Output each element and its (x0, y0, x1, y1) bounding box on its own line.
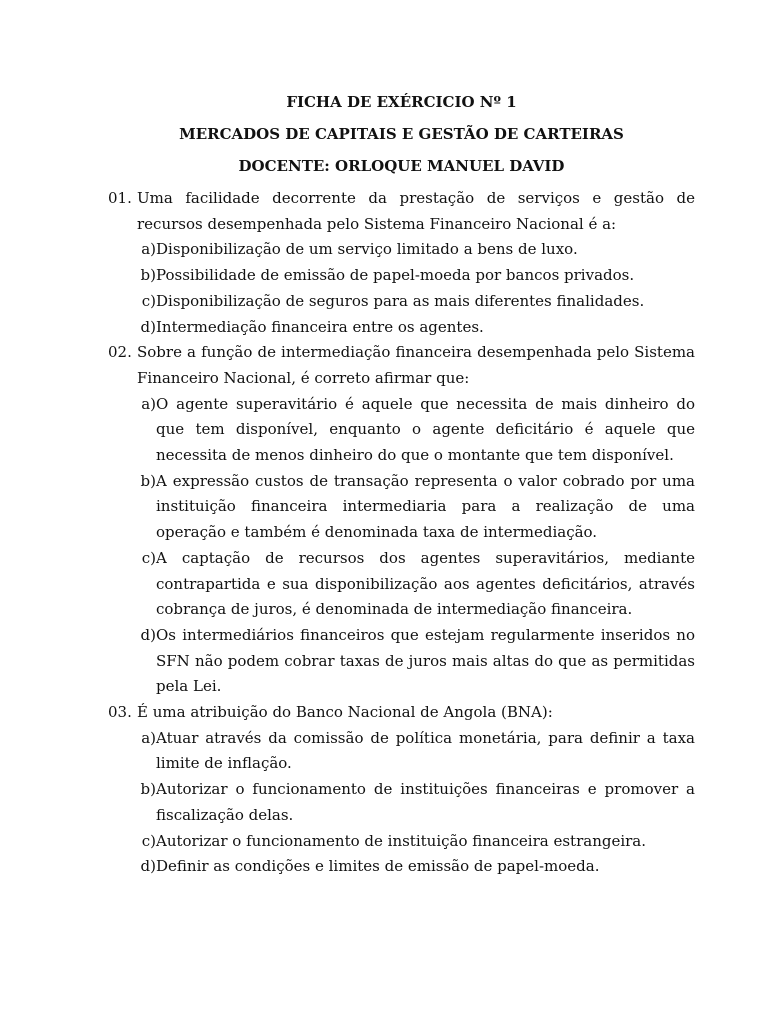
answer-option (108, 315, 695, 341)
option-text: Disponibilização de seguros para as mais diferentes finalidades. (156, 291, 645, 310)
answer-option (108, 726, 695, 777)
option-letter: a) (141, 240, 156, 259)
option-letter: c) (141, 548, 156, 567)
question-stem (108, 186, 695, 237)
option-text: Atuar através da comissão de política monetária, para definir a taxa limite de inflação. (156, 728, 695, 773)
option-text: Autorizar o funcionamento de instituições financeiras e promover a fiscalização delas. (156, 780, 695, 824)
question-02 (108, 340, 695, 700)
question-number: 01. (108, 189, 132, 207)
answer-option (108, 392, 695, 469)
option-letter: b) (140, 471, 156, 490)
course-title: MERCADOS DE CAPITAIS E GESTÃO DE CARTEIRAS (179, 125, 624, 143)
option-letter: a) (141, 728, 156, 747)
answer-option (108, 777, 695, 828)
option-text: Definir as condições e limites de emissão de papel-moeda. (156, 857, 600, 876)
option-text: Autorizar o funcionamento de instituição financeira estrangeira. (156, 831, 647, 850)
option-letter: c) (141, 291, 156, 310)
option-letter: c) (141, 831, 156, 850)
answer-option (108, 263, 695, 289)
question-stem (108, 700, 695, 726)
question-number: 02. (108, 343, 132, 362)
question-text: É uma atribuição do Banco Nacional de Angola (BNA): (137, 703, 553, 722)
worksheet-title: FICHA DE EXÉRCICIO Nº 1 (286, 93, 517, 111)
question-text: Sobre a função de intermediação financeira desempenhada pelo Sistema Financeiro Nacional, é correto afirmar que: (137, 343, 695, 387)
question-03 (108, 700, 695, 880)
option-letter: d) (140, 625, 156, 644)
option-text: Possibilidade de emissão de papel-moeda por bancos privados. (156, 266, 635, 285)
answer-option (108, 546, 695, 623)
answer-options (108, 726, 695, 880)
answer-option (108, 623, 695, 700)
option-text: O agente superavitário é aquele que necessita de mais dinheiro do que tem disponível, enquanto o agente deficitário é aquele que necessita de menos dinheiro do que o montante que tem disponível. (156, 394, 695, 465)
answer-options (108, 237, 695, 340)
answer-option (108, 854, 695, 880)
option-text: Os intermediários financeiros que estejam regularmente inseridos no SFN não podem cobrar taxas de juros mais altas do que as permitidas pela Lei. (156, 625, 695, 696)
question-stem (108, 340, 695, 391)
answer-option (108, 469, 695, 546)
question-01 (108, 186, 695, 340)
question-text: Uma facilidade decorrente da prestação de serviços e gestão de recursos desempenhada pelo Sistema Financeiro Nacional é a: (137, 189, 695, 233)
question-number: 03. (108, 703, 132, 722)
answer-option (108, 237, 695, 263)
option-letter: d) (140, 857, 156, 876)
option-text: A captação de recursos dos agentes superavitários, mediante contrapartida e sua disponibilização aos agentes deficitários, através cobrança de juros, é denominada de intermediação financeira. (156, 548, 695, 619)
answer-option (108, 829, 695, 855)
option-text: A expressão custos de transação representa o valor cobrado por uma instituição financeira intermediaria para a realização de uma operação e também é denominada taxa de intermediação. (156, 471, 695, 542)
option-text: Disponibilização de um serviço limitado a bens de luxo. (156, 240, 578, 259)
option-letter: a) (141, 394, 156, 413)
option-text: Intermediação financeira entre os agentes. (156, 317, 484, 336)
option-letter: d) (140, 317, 156, 336)
option-letter: b) (140, 266, 156, 285)
teacher-name: DOCENTE: ORLOQUE MANUEL DAVID (238, 157, 565, 175)
answer-options (108, 392, 695, 700)
answer-option (108, 289, 695, 315)
option-letter: b) (140, 780, 156, 799)
